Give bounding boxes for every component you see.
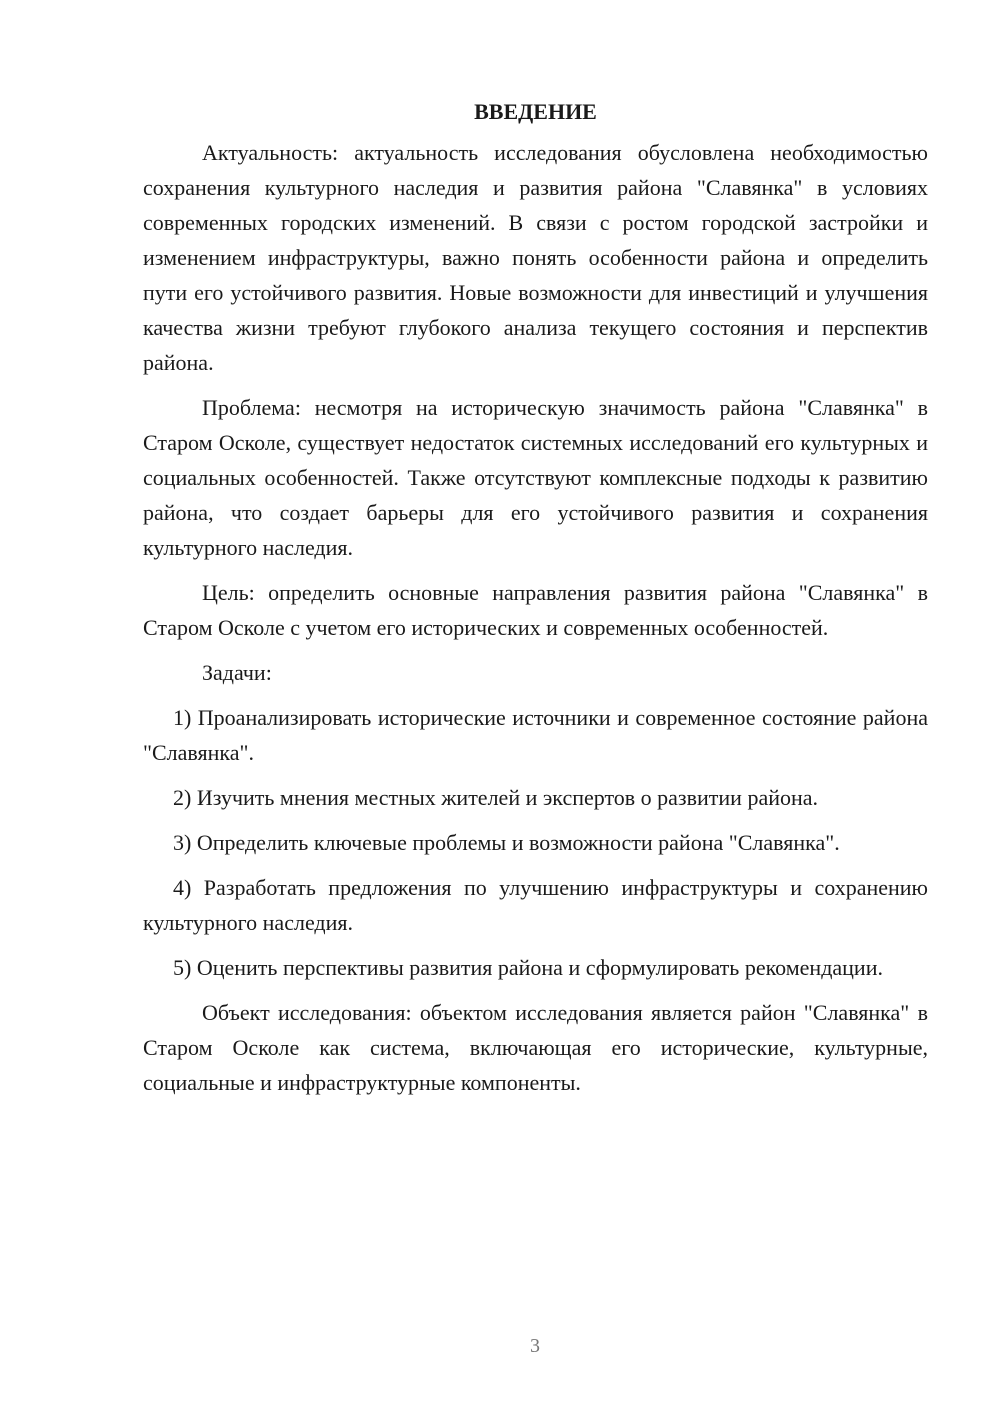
task-item-2: 2) Изучить мнения местных жителей и экспертов о развитии района. [173, 785, 819, 810]
object-paragraph: Объект исследования: объектом исследования является район "Славянка" в Старом Осколе как система, включающая его исторические, культурные, социальные и инфраструктурные компоненты. [143, 1000, 928, 1095]
document-page [143, 94, 928, 1110]
task-item-1: 1) Проанализировать исторические источники и современное состояние района "Славянка". [143, 705, 928, 765]
task-item-5: 5) Оценить перспективы развития района и сформулировать рекомендации. [173, 955, 883, 980]
task-item-4: 4) Разработать предложения по улучшению инфраструктуры и сохранению культурного наследия. [143, 875, 928, 935]
page-number: 3 [530, 1335, 540, 1357]
tasks-label: Задачи: [202, 660, 272, 685]
goal-paragraph: Цель: определить основные направления развития района "Славянка" в Старом Осколе с учетом его исторических и современных особенностей. [143, 580, 928, 640]
task-item-3: 3) Определить ключевые проблемы и возможности района "Славянка". [173, 830, 840, 855]
relevance-paragraph: Актуальность: актуальность исследования обусловлена необходимостью сохранения культурного наследия и развития района "Славянка" в условиях современных городских изменений. В связи с ростом городской застройки и изменением инфраструктуры, важно понять особенности района и определить пути его устойчивого развития. Новые возможности для инвестиций и улучшения качества жизни требуют глубокого анализа текущего состояния и перспектив района. [143, 140, 928, 375]
problem-paragraph: Проблема: несмотря на историческую значимость района "Славянка" в Старом Осколе, существует недостаток системных исследований его культурных и социальных особенностей. Также отсутствуют комплексные подходы к развитию района, что создает барьеры для его устойчивого развития и сохранения культурного наследия. [143, 395, 928, 560]
section-heading: ВВЕДЕНИЕ [474, 99, 597, 124]
